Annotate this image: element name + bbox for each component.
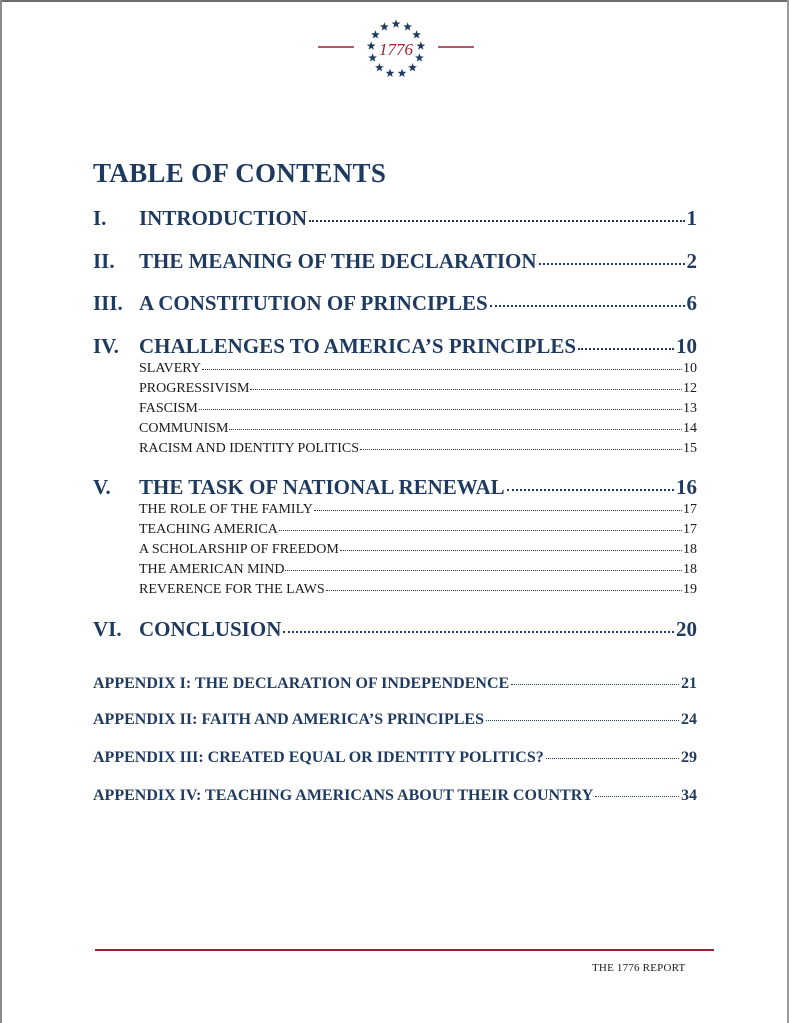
section-title: INTRODUCTION <box>139 206 308 230</box>
dot-leader <box>546 758 679 759</box>
toc-subentry-scholarship-of-freedom[interactable] <box>139 542 697 558</box>
star-icon <box>371 30 380 38</box>
toc-subentry-american-mind[interactable] <box>139 562 697 578</box>
page-number: 16 <box>676 475 697 499</box>
toc-subentry-slavery[interactable] <box>139 361 697 377</box>
page-number: 12 <box>683 381 697 396</box>
section-number: VI. <box>93 617 122 641</box>
section-title: THE TASK OF NATIONAL RENEWAL <box>139 475 505 499</box>
section-number: II. <box>93 249 115 273</box>
dot-leader <box>490 305 685 307</box>
toc-subentry-fascism[interactable] <box>139 401 697 417</box>
subsection-title: THE AMERICAN MIND <box>139 562 285 577</box>
subsection-title: FASCISM <box>139 401 198 416</box>
section-title: A CONSTITUTION OF PRINCIPLES <box>139 291 488 315</box>
page-number: 10 <box>676 334 697 358</box>
star-icon <box>368 53 377 61</box>
toc-entry-conclusion[interactable] <box>93 617 697 642</box>
dot-leader <box>578 348 674 350</box>
section-title: CONCLUSION <box>139 617 282 641</box>
toc-entry-introduction[interactable] <box>93 206 697 231</box>
page-number: 15 <box>683 441 697 456</box>
toc-entry-national-renewal[interactable] <box>93 475 697 500</box>
dot-leader <box>360 449 682 450</box>
dot-leader <box>486 720 679 721</box>
footer-report-title: THE 1776 REPORT <box>592 962 686 974</box>
dot-leader <box>250 389 682 390</box>
page-number: 6 <box>686 291 697 315</box>
page-border-left <box>0 0 2 1023</box>
page-number: 2 <box>686 249 697 273</box>
dot-leader <box>285 570 682 571</box>
section-title: THE MEANING OF THE DECLARATION <box>139 249 537 273</box>
appendix-title: APPENDIX III: CREATED EQUAL OR IDENTITY POLITICS? <box>93 749 544 766</box>
dot-leader <box>199 409 682 410</box>
section-number: I. <box>93 206 107 230</box>
toc-appendix-2[interactable] <box>93 711 697 729</box>
dot-leader <box>539 263 685 265</box>
page-number: 20 <box>676 617 697 641</box>
appendix-title: APPENDIX II: FAITH AND AMERICA’S PRINCIPLES <box>93 711 484 728</box>
1776-seal-logo <box>318 14 474 84</box>
dot-leader <box>229 429 682 430</box>
page-number: 18 <box>683 542 697 557</box>
page-number: 29 <box>681 749 697 766</box>
page-number: 24 <box>681 711 697 728</box>
toc-appendix-1[interactable] <box>93 675 697 693</box>
star-icon <box>398 69 407 77</box>
subsection-title: PROGRESSIVISM <box>139 381 250 396</box>
toc-entry-challenges[interactable] <box>93 334 697 359</box>
toc-subentry-racism-identity-politics[interactable] <box>139 441 697 457</box>
page-border-top <box>0 0 789 2</box>
toc-subentry-role-of-family[interactable] <box>139 502 697 518</box>
page-number: 13 <box>683 401 697 416</box>
toc-entry-constitution-of-principles[interactable] <box>93 291 697 316</box>
dot-leader <box>283 631 674 633</box>
star-icon <box>380 22 389 30</box>
subsection-title: THE ROLE OF THE FAMILY <box>139 502 313 517</box>
star-icon <box>392 19 401 27</box>
star-icon <box>408 63 417 71</box>
toc-appendix-4[interactable] <box>93 787 697 805</box>
page-number: 17 <box>683 522 697 537</box>
dot-leader <box>279 530 682 531</box>
toc-appendix-3[interactable] <box>93 749 697 767</box>
page-number: 18 <box>683 562 697 577</box>
subsection-title: RACISM AND IDENTITY POLITICS <box>139 441 359 456</box>
appendix-title: APPENDIX I: THE DECLARATION OF INDEPENDENCE <box>93 675 510 692</box>
page-number: 10 <box>683 361 697 376</box>
star-icon <box>412 30 421 38</box>
section-number: IV. <box>93 334 119 358</box>
star-icon <box>416 41 425 49</box>
dot-leader <box>326 590 682 591</box>
section-number: III. <box>93 291 123 315</box>
page-number: 34 <box>681 787 697 804</box>
dot-leader <box>202 369 682 370</box>
subsection-title: REVERENCE FOR THE LAWS <box>139 582 325 597</box>
subsection-title: TEACHING AMERICA <box>139 522 278 537</box>
toc-entry-meaning-of-declaration[interactable] <box>93 249 697 274</box>
subsection-title: SLAVERY <box>139 361 201 376</box>
toc-subentry-reverence-for-laws[interactable] <box>139 582 697 598</box>
star-icon <box>415 53 424 61</box>
star-icon <box>367 41 376 49</box>
dot-leader <box>595 796 679 797</box>
star-icon <box>386 69 395 77</box>
page-number: 19 <box>683 582 697 597</box>
section-number: V. <box>93 475 111 499</box>
subsection-title: COMMUNISM <box>139 421 229 436</box>
dot-leader <box>507 489 674 491</box>
section-title: CHALLENGES TO AMERICA’S PRINCIPLES <box>139 334 577 358</box>
dot-leader <box>511 684 679 685</box>
toc-subentry-teaching-america[interactable] <box>139 522 697 538</box>
footer-rule <box>95 949 714 951</box>
page-title: TABLE OF CONTENTS <box>93 158 387 188</box>
page-number: 21 <box>681 675 697 692</box>
star-icon <box>375 63 384 71</box>
dot-leader <box>314 510 682 511</box>
page-number: 14 <box>683 421 697 436</box>
appendix-title: APPENDIX IV: TEACHING AMERICANS ABOUT THEIR COUNTRY <box>93 787 594 804</box>
star-icon <box>403 22 412 30</box>
dot-leader <box>309 220 684 222</box>
toc-subentry-communism[interactable] <box>139 421 697 437</box>
dot-leader <box>340 550 682 551</box>
page-number: 1 <box>686 206 697 230</box>
subsection-title: A SCHOLARSHIP OF FREEDOM <box>139 542 339 557</box>
toc-subentry-progressivism[interactable] <box>139 381 697 397</box>
logo-text: 1776 <box>379 40 413 59</box>
page-number: 17 <box>683 502 697 517</box>
